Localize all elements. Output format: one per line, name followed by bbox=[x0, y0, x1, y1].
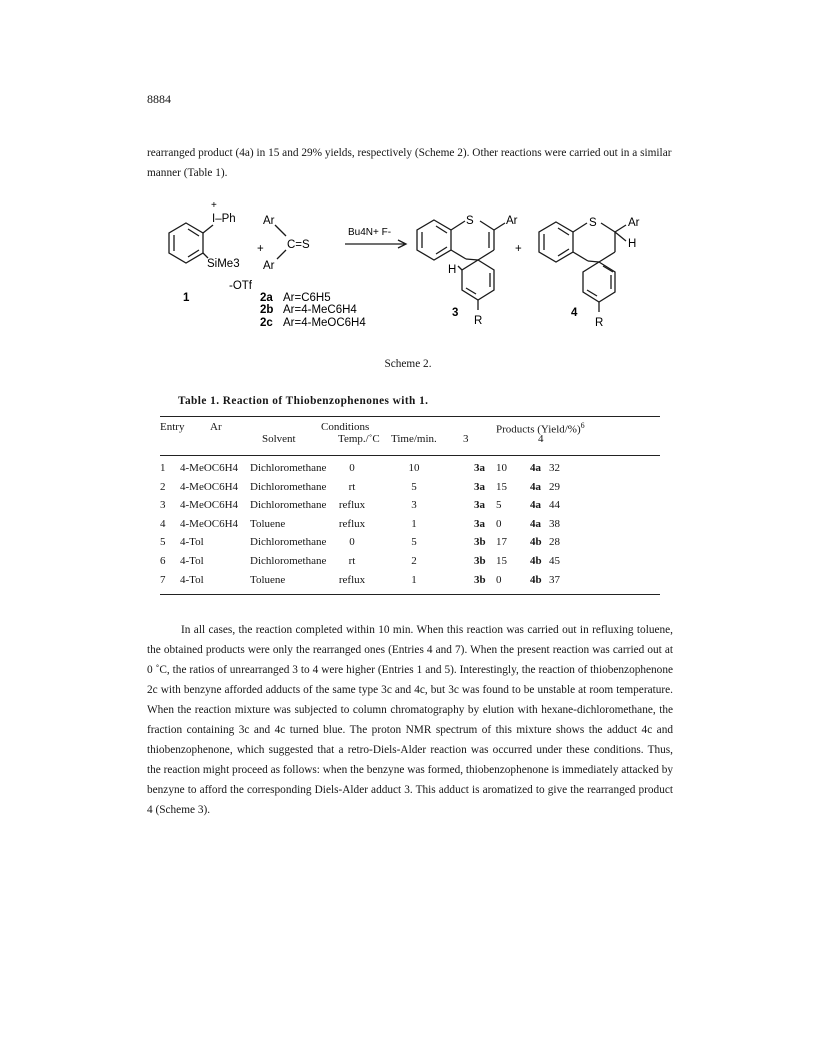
table-cell-p4: 4a bbox=[530, 480, 541, 493]
table-cell-entry: 6 bbox=[160, 555, 166, 567]
header-time: Time/min. bbox=[391, 433, 437, 445]
reagent-label: Bu4N+ F- bbox=[348, 227, 392, 238]
table-cell-solvent: Dichloromethane bbox=[250, 536, 327, 549]
table-cell-p3: 3b bbox=[474, 536, 486, 549]
table-cell-ar: 4-MeOC6H4 bbox=[180, 517, 239, 530]
product-4-r: R bbox=[595, 317, 604, 329]
header-entry: Entry bbox=[160, 421, 185, 433]
product-3-bottom-ring bbox=[462, 260, 494, 300]
variant-2c-text: Ar=4-MeOC6H4 bbox=[283, 317, 366, 329]
table-cell-p3: 3b bbox=[474, 573, 486, 586]
table-cell-y4: 37 bbox=[549, 573, 560, 586]
table-cell-y3: 5 bbox=[496, 499, 502, 512]
header-solvent: Solvent bbox=[262, 433, 296, 445]
product-3-ar: Ar bbox=[506, 215, 518, 227]
table-cell-solvent: Dichloromethane bbox=[250, 499, 327, 512]
product-4-label: 4 bbox=[571, 307, 578, 319]
table-cell-ar: 4-Tol bbox=[180, 555, 204, 567]
table-cell-time: 2 bbox=[411, 555, 417, 567]
table-cell-entry: 2 bbox=[160, 480, 166, 493]
body-paragraph bbox=[147, 620, 673, 820]
iodonium-label: I–Ph bbox=[212, 213, 236, 225]
table-cell-temp: rt bbox=[348, 480, 356, 493]
table-cell-p4: 4a bbox=[530, 517, 541, 530]
table-cell-solvent: Toluene bbox=[250, 573, 286, 586]
header-temp: Temp./˚C bbox=[338, 433, 380, 445]
page-number: 8884 bbox=[147, 92, 171, 106]
plus-sign-2: + bbox=[515, 243, 522, 255]
product-3-label: 3 bbox=[452, 307, 459, 319]
table-title: Table 1. Reaction of Thiobenzophenones with 1. bbox=[178, 395, 429, 407]
table-cell-y3: 10 bbox=[496, 462, 507, 474]
variant-2b-label: 2b bbox=[260, 304, 274, 316]
table-cell-temp: reflux bbox=[338, 499, 366, 512]
table-header-rule bbox=[160, 455, 660, 456]
header-col-4: 4 bbox=[538, 433, 544, 445]
table-cell-y3: 0 bbox=[496, 517, 502, 530]
iodonium-charge: + bbox=[211, 200, 217, 211]
table-cell-temp: 0 bbox=[349, 536, 355, 549]
table-cell-time: 10 bbox=[408, 462, 420, 474]
ar-top-label: Ar bbox=[263, 215, 275, 227]
header-ar: Ar bbox=[210, 421, 222, 433]
variant-2a-label: 2a bbox=[260, 292, 273, 304]
scheme-2-diagram bbox=[158, 200, 658, 352]
table-cell-p3: 3a bbox=[474, 517, 485, 530]
table-top-rule bbox=[160, 416, 660, 417]
body-paragraph-text: In all cases, the reaction completed within 10 min. When this reaction was carried out in refluxing toluene, the obtained products were only the rearranged ones (Entries 4 and 7). When the present reaction was carried out at 0 ˚C, the ratios of unrearranged 3 to 4 were higher (Entries 1 and 5). Interestingly, the reaction of thiobenzophenone 2c with benzyne afforded adducts of the same type 3c and 4c, but 3c was found to be unstable at room temperature. When the reaction mixture was subjected to column chromatography by elution with hexane-dichloromethane, the fraction containing 3c and 4c turned blue. The proton NMR spectrum of this mixture shows the adduct 4c and thiobenzophenone, which suggested that a retro-Diels-Alder reaction was occurred under these conditions. Thus, the reaction might proceed as follows: when the benzyne was formed, thiobenzophenone is immediately attacked by benzyne to afford the corresponding Diels-Alder adduct 3. This adduct is aromatized to give the rearranged product 4 (Scheme 3). bbox=[147, 624, 673, 816]
table-cell-time: 5 bbox=[411, 536, 417, 549]
table-cell-temp: reflux bbox=[338, 517, 366, 530]
table-cell-y4: 45 bbox=[549, 555, 560, 567]
variant-2c-label: 2c bbox=[260, 317, 273, 329]
table-cell-entry: 1 bbox=[160, 462, 166, 474]
table-cell-solvent: Dichloromethane bbox=[250, 555, 327, 567]
product-4-hydrogen: H bbox=[628, 238, 637, 250]
table-cell-temp: rt bbox=[348, 555, 356, 567]
thiocarbonyl-label: C=S bbox=[287, 239, 310, 251]
product-3-sulfur: S bbox=[466, 215, 474, 227]
table-cell-ar: 4-Tol bbox=[180, 573, 204, 586]
table-cell-y3: 15 bbox=[496, 480, 507, 493]
table-cell-time: 5 bbox=[411, 480, 417, 493]
table-cell-p4: 4b bbox=[530, 573, 542, 586]
intro-paragraph: rearranged product (4a) in 15 and 29% yields, respectively (Scheme 2). Other reactions were carried out in a similar manner (Table 1). bbox=[147, 147, 672, 179]
counterion-label: -OTf bbox=[229, 280, 252, 292]
table-cell-p4: 4a bbox=[530, 462, 541, 474]
table-cell-p4: 4b bbox=[530, 555, 542, 567]
table-cell-solvent: Dichloromethane bbox=[250, 462, 327, 474]
table-cell-y4: 38 bbox=[549, 517, 560, 530]
table-cell-ar: 4-MeOC6H4 bbox=[180, 462, 239, 474]
table-cell-p4: 4a bbox=[530, 499, 541, 512]
table-cell-ar: 4-MeOC6H4 bbox=[180, 480, 239, 493]
table-cell-p3: 3b bbox=[474, 555, 486, 567]
table-cell-y4: 32 bbox=[549, 462, 560, 474]
table-cell-y4: 29 bbox=[549, 480, 560, 493]
header-products-ref: 6 bbox=[580, 421, 585, 430]
variant-2a-text: Ar=C6H5 bbox=[283, 292, 331, 304]
product-4-sulfur: S bbox=[589, 217, 597, 229]
product-3-r: R bbox=[474, 315, 483, 327]
table-bottom-rule bbox=[160, 594, 660, 595]
header-conditions: Conditions bbox=[321, 421, 370, 433]
scheme-caption: Scheme 2. bbox=[384, 358, 432, 370]
plus-sign-1: + bbox=[257, 243, 264, 255]
table-cell-y4: 44 bbox=[549, 499, 560, 512]
table-cell-entry: 3 bbox=[160, 499, 166, 512]
header-col-3: 3 bbox=[463, 433, 469, 445]
table-cell-entry: 5 bbox=[160, 536, 166, 549]
table-cell-solvent: Toluene bbox=[250, 517, 286, 530]
table-cell-entry: 7 bbox=[160, 573, 166, 586]
table-cell-y4: 28 bbox=[549, 536, 560, 549]
product-4-ar: Ar bbox=[628, 217, 640, 229]
table-cell-time: 1 bbox=[411, 517, 417, 530]
table-cell-y3: 0 bbox=[496, 573, 502, 586]
table-cell-temp: 0 bbox=[349, 462, 355, 474]
ar-bottom-label: Ar bbox=[263, 260, 275, 272]
table-cell-time: 3 bbox=[411, 499, 417, 512]
table-cell-temp: reflux bbox=[338, 573, 366, 586]
table-cell-ar: 4-Tol bbox=[180, 536, 204, 549]
compound-1-label: 1 bbox=[183, 292, 190, 304]
table-cell-ar: 4-MeOC6H4 bbox=[180, 499, 239, 512]
table-cell-y3: 15 bbox=[496, 555, 507, 567]
table-cell-p4: 4b bbox=[530, 536, 542, 549]
variant-2b-text: Ar=4-MeC6H4 bbox=[283, 304, 357, 316]
product-3-hydrogen: H bbox=[448, 264, 457, 276]
table-cell-solvent: Dichloromethane bbox=[250, 480, 327, 493]
header-products-text: Products (Yield/%) bbox=[496, 423, 581, 436]
table-cell-y3: 17 bbox=[496, 536, 507, 549]
product-4-bottom-ring bbox=[583, 262, 615, 302]
table-cell-time: 1 bbox=[411, 573, 417, 586]
table-cell-p3: 3a bbox=[474, 499, 485, 512]
table-cell-p3: 3a bbox=[474, 462, 485, 474]
table-cell-p3: 3a bbox=[474, 480, 485, 493]
silyl-label: SiMe3 bbox=[207, 258, 240, 270]
table-cell-entry: 4 bbox=[160, 517, 166, 530]
